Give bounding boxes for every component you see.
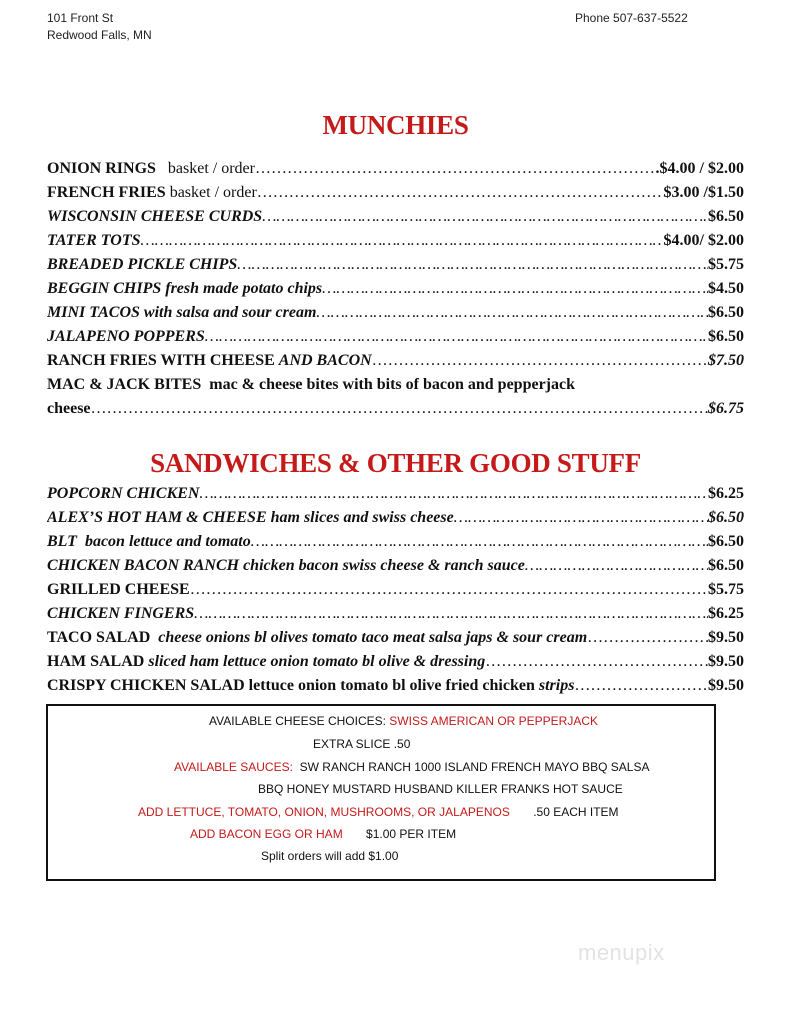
item-name: FRENCH FRIES [47, 184, 166, 201]
menu-item-ham-salad [47, 653, 744, 677]
item-price: $4.50 [708, 280, 744, 297]
address-line-1: 101 Front St [47, 11, 114, 25]
menu-item-mini-tacos [47, 304, 744, 328]
item-name: ONION RINGS [47, 160, 156, 177]
extras-box [46, 704, 716, 881]
item-name: CHICKEN FINGERS [47, 605, 195, 622]
cheese-choices: SWISS AMERICAN OR PEPPERJACK [389, 714, 599, 728]
menu-item-french-fries [47, 184, 744, 208]
address-line-2: Redwood Falls, MN [47, 28, 152, 42]
add-veg: ADD LETTUCE, TOMATO, ONION, MUSHROOMS, OR JALAPENOS [138, 805, 510, 819]
item-price: $5.75 [708, 256, 744, 273]
item-name: BEGGIN CHIPS [47, 280, 162, 297]
item-desc: chicken bacon swiss cheese & ranch sauce [243, 557, 525, 574]
munchies-title: MUNCHIES [322, 110, 469, 140]
item-name: CHICKEN BACON RANCH [47, 557, 240, 574]
leader-dots [199, 485, 708, 503]
menu-item-chicken-fingers [47, 605, 744, 629]
item-desc: basket / order [169, 184, 257, 201]
item-desc: cheese onions bl olives tomato taco meat salsa japs & sour cream [158, 629, 588, 646]
extra-slice: EXTRA SLICE .50 [313, 737, 411, 751]
menu-item-pickle-chips [47, 256, 744, 280]
sauces-label: AVAILABLE SAUCES: [174, 760, 293, 774]
split-orders-note: Split orders will add $1.00 [261, 849, 399, 863]
menu-item-beggin-chips [47, 280, 744, 304]
item-price: $6.50 [708, 533, 744, 550]
item-name: CRISPY CHICKEN SALAD [47, 677, 245, 694]
item-price: $6.25 [708, 605, 744, 622]
item-desc: with salsa and sour cream [143, 304, 317, 321]
item-price: $6.25 [708, 485, 744, 502]
item-name: MINI TACOS [47, 304, 140, 321]
item-desc-2: strips [538, 677, 575, 694]
leader-dots [587, 629, 708, 647]
sauces-list-1: SW RANCH RANCH 1000 ISLAND FRENCH MAYO BBQ SALSA [299, 760, 650, 774]
menu-item-popcorn-chicken [47, 485, 744, 509]
menu-item-crispy-chicken-salad [47, 677, 744, 701]
menu-item-jalapeno-poppers [47, 328, 744, 352]
item-name: WISCONSIN CHEESE CURDS [47, 208, 263, 225]
leader-dots [322, 280, 708, 298]
item-price: $6.50 [708, 304, 744, 321]
leader-dots [525, 557, 708, 575]
leader-dots [205, 328, 708, 346]
item-price: $3.00 /$1.50 [663, 184, 744, 201]
leader-dots [257, 184, 664, 202]
item-price: $9.50 [708, 629, 744, 646]
menu-item-onion-rings [47, 160, 744, 184]
menu-item-grilled-cheese [47, 581, 744, 605]
item-desc: sliced ham lettuce onion tomato bl olive & dressing [148, 653, 486, 670]
leader-dots [454, 509, 708, 527]
item-name: TATER TOTS [47, 232, 141, 249]
item-name: ALEX’S HOT HAM & CHEESE [47, 509, 267, 526]
add-meat-line [190, 827, 456, 841]
leader-dots [141, 232, 664, 250]
leader-dots [190, 581, 708, 599]
item-price: .$4.00 / $2.00 [655, 160, 744, 177]
menu-item-hot-ham-cheese [47, 509, 744, 533]
menu-item-mac-jack-bites [47, 376, 744, 400]
item-name: JALAPENO POPPERS [47, 328, 205, 345]
leader-dots [194, 605, 708, 623]
leader-dots [372, 352, 708, 370]
item-name: HAM SALAD [47, 653, 145, 670]
item-name: GRILLED CHEESE [47, 581, 190, 598]
item-price: $6.50 [708, 557, 744, 574]
item-desc: basket / order [167, 160, 255, 177]
restaurant-phone: Phone 507-637-5522 [575, 11, 688, 25]
item-price: $7.50 [708, 352, 744, 369]
menupix-watermark: menupix [578, 940, 665, 965]
item-price: $9.50 [708, 653, 744, 670]
add-meat-price: $1.00 PER ITEM [366, 827, 457, 841]
item-name: BREADED PICKLE CHIPS [47, 256, 238, 273]
menu-item-mac-jack-bites-cont [47, 400, 744, 424]
add-veg-price: .50 EACH ITEM [533, 805, 619, 819]
add-meat: ADD BACON EGG OR HAM [190, 827, 343, 841]
cheese-choices-line [209, 714, 598, 728]
add-veg-line [138, 805, 619, 819]
item-desc: ham slices and swiss cheese [270, 509, 454, 526]
leader-dots [251, 533, 708, 551]
menu-item-taco-salad [47, 629, 744, 653]
sauces-line-2: BBQ HONEY MUSTARD HUSBAND KILLER FRANKS HOT SAUCE [258, 782, 623, 796]
menu-item-cheese-curds [47, 208, 744, 232]
menu-item-ranch-fries [47, 352, 744, 376]
item-price: $6.50 [708, 328, 744, 345]
item-desc: lettuce onion tomato bl olive fried chicken [248, 677, 535, 694]
item-desc: bacon lettuce and tomato [84, 533, 251, 550]
item-price: $4.00/ $2.00 [663, 232, 744, 249]
leader-dots [91, 400, 708, 418]
menu-item-blt [47, 533, 744, 557]
item-desc: AND BACON [278, 352, 372, 369]
leader-dots [262, 208, 708, 226]
item-desc: mac & cheese bites with bits of bacon and pepperjack [209, 376, 575, 393]
item-name: BLT [47, 533, 77, 550]
item-price: $6.75 [708, 400, 744, 417]
restaurant-address [47, 10, 152, 44]
item-price: $5.75 [708, 581, 744, 598]
sandwiches-title: SANDWICHES & OTHER GOOD STUFF [150, 448, 641, 478]
item-price: $6.50 [708, 208, 744, 225]
item-desc: fresh made potato chips [165, 280, 323, 297]
leader-dots [485, 653, 708, 671]
leader-dots [574, 677, 708, 695]
item-price: $9.50 [708, 677, 744, 694]
sauces-line-1 [174, 760, 649, 774]
item-desc-cont: cheese [47, 400, 91, 417]
menu-item-chicken-bacon-ranch [47, 557, 744, 581]
cheese-choices-label: AVAILABLE CHEESE CHOICES: [209, 714, 386, 728]
leader-dots [255, 160, 656, 178]
item-name: TACO SALAD [47, 629, 151, 646]
leader-dots [237, 256, 708, 274]
item-price: $6.50 [708, 509, 744, 526]
leader-dots [316, 304, 708, 322]
menu-item-tater-tots [47, 232, 744, 256]
item-name: MAC & JACK BITES [47, 376, 202, 393]
item-name: POPCORN CHICKEN [47, 485, 200, 502]
item-name: RANCH FRIES WITH CHEESE [47, 352, 275, 369]
